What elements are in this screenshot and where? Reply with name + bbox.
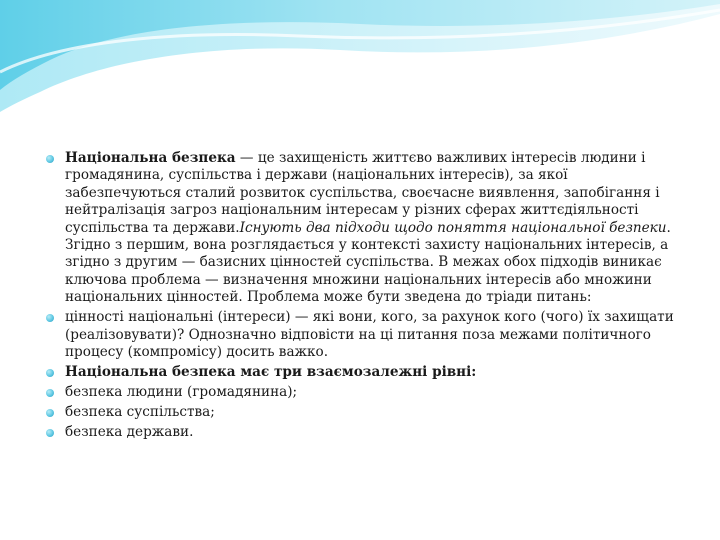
bullet-text: Національна безпека має три взаємозалежні рівні: bbox=[65, 364, 477, 381]
bullet-list bbox=[44, 150, 684, 441]
bullet-point-icon bbox=[46, 389, 54, 397]
bullet-text: безпека держави. bbox=[65, 424, 194, 441]
bullet-society-security bbox=[44, 404, 684, 421]
decorative-wave-header bbox=[0, 0, 720, 120]
bullet-state-security bbox=[44, 424, 684, 441]
bullet-point-icon bbox=[46, 429, 54, 437]
slide-content bbox=[44, 150, 684, 444]
bullet-national-security-definition bbox=[44, 150, 684, 307]
bullet-text: цінності національні (інтереси) — які вони, кого, за рахунок кого (чого) їх захищати (реалізовувати)? Однозначно відповісти на ці питання поза межами політичного процесу (компромісу) досить важко. bbox=[65, 309, 674, 361]
bullet-human-security bbox=[44, 384, 684, 401]
bullet-national-values bbox=[44, 309, 684, 361]
term-national-security: Національна безпека bbox=[65, 150, 236, 166]
approaches-italic-text: Існують два підходи щодо поняття національної безпеки bbox=[239, 219, 667, 236]
bullet-three-levels bbox=[44, 364, 684, 381]
bullet-point-icon bbox=[46, 155, 54, 163]
bullet-point-icon bbox=[46, 314, 54, 322]
bullet-text: безпека суспільства; bbox=[65, 404, 215, 421]
bullet-text: безпека людини (громадянина); bbox=[65, 384, 298, 401]
approaches-text: . Згідно з першим, вона розглядається у контексті захисту національних інтересів, а згідно з другим — базисних цінностей суспільства. В межах обох підходів виникає ключова проблема — визначення множини національних інтересів або множини національних цінностей. Проблема може бути зведена до тріади питань: bbox=[65, 219, 671, 306]
bullet-point-icon bbox=[46, 409, 54, 417]
bullet-point-icon bbox=[46, 369, 54, 377]
definition-text: — це захищеність життєво важливих інтересів людини і громадянина, суспільства і держави (національних інтересів), за якої забезпечуються сталий розвиток суспільства, своєчасне виявлення, запобігання і нейтралізація загроз національним інтересам у різних сферах життєдіяльності суспільства та держави. bbox=[65, 150, 660, 236]
